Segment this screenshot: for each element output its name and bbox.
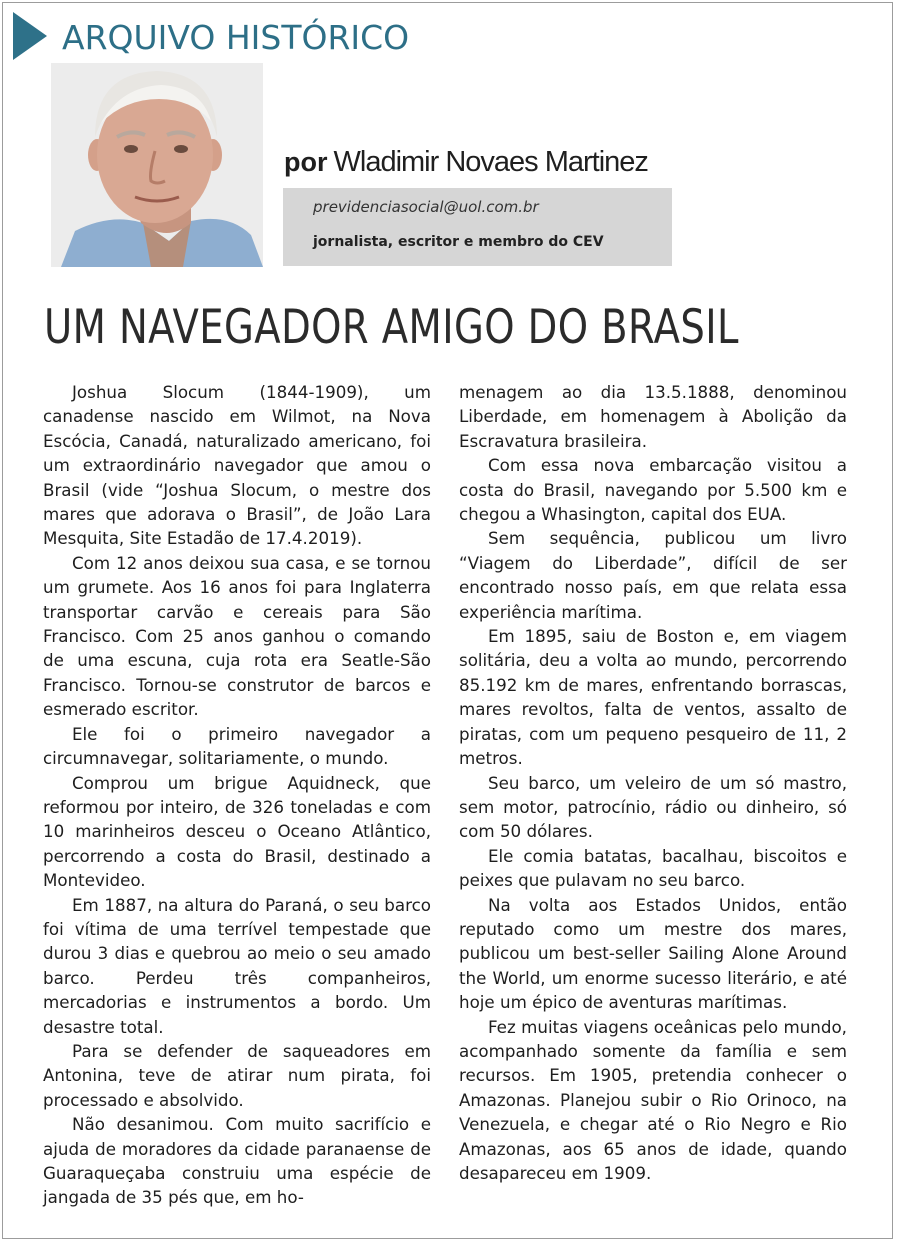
paragraph: Na volta aos Estados Unidos, então reputado como um mestre dos mares, publicou um best-seller Sailing Alone Around the World, um enorme sucesso literário, e até hoje um épico de aventuras marítimas. — [459, 894, 847, 1013]
author-bio: jornalista, escritor e membro do CEV — [313, 234, 604, 250]
paragraph: Seu barco, um veleiro de um só mastro, sem motor, patrocínio, rádio ou dinheiro, só com 50 dólares. — [459, 772, 847, 842]
section-title: ARQUIVO HISTÓRICO — [62, 18, 410, 57]
paragraph: Sem sequência, publicou um livro “Viagem do Liberdade”, difícil de ser encontrado nosso país, em que relata essa experiência marítima. — [459, 528, 847, 622]
paragraph: Fez muitas viagens oceânicas pelo mundo, acompanhado somente da família e sem recursos. Em 1905, pretendia conhecer o Amazonas. Planejou subir o Rio Orinoco, na Venezuela, e chegar até o Rio Negro e Rio Amazonas, aos 65 anos de idade, quando desapareceu em 1909. — [459, 1016, 847, 1183]
section-arrow-icon — [13, 12, 47, 60]
paragraph: Para se defender de saqueadores em Antonina, teve de atirar num pirata, foi processado e absolvido. — [43, 1040, 431, 1110]
paragraph: Em 1895, saiu de Boston e, em viagem solitária, deu a volta ao mundo, percorrendo 85.192 km de mares, enfrentando borrascas, mares revoltos, falta de ventos, assalto de piratas, com um pequeno pesqueiro de 11, 2 metros. — [459, 626, 847, 769]
article-headline: UM NAVEGADOR AMIGO DO BRASIL — [44, 300, 739, 355]
paragraph: Comprou um brigue Aquidneck, que reformou por inteiro, de 326 toneladas e com 10 marinheiros desceu o Oceano Atlântico, percorrendo a costa do Brasil, destinado a Montevideo. — [43, 772, 431, 891]
paragraph: Com 12 anos deixou sua casa, e se tornou um grumete. Aos 16 anos foi para Inglaterra transportar carvão e cereais para São Francisco. Com 25 anos ganhou o comando de uma escuna, cuja rota era Seatle-São Francisco. Tornou-se construtor de barcos e esmerado escritor. — [43, 552, 431, 720]
paragraph: Ele comia batatas, bacalhau, biscoitos e peixes que pulavam no seu barco. — [459, 845, 847, 891]
paragraph-continuation: menagem ao dia 13.5.1888, denominou Liberdade, em homenagem à Abolição da Escravatura brasileira. — [459, 382, 847, 451]
paragraph: Joshua Slocum (1844-1909), um canadense nascido em Wilmot, na Nova Escócia, Canadá, naturalizado americano, foi um extraordinário navegador que amou o Brasil (vide “Joshua Slocum, o mestre dos mares que adorava o Brasil”, de João Lara Mesquita, Site Estadão de 17.4.2019). — [43, 382, 431, 549]
article-column-right — [459, 380, 847, 1185]
paragraph: Com essa nova embarcação visitou a costa do Brasil, navegando por 5.500 km e chegou a Whasington, capital dos EUA. — [459, 455, 847, 525]
author-info-box — [283, 188, 672, 266]
paragraph: Não desanimou. Com muito sacrifício e ajuda de moradores da cidade paranaense de Guaraqueçaba construiu uma espécie de jangada de 35 pés que, em ho- — [43, 1114, 431, 1208]
byline-prefix: por — [284, 147, 328, 177]
author-byline — [284, 142, 648, 182]
paragraph: Ele foi o primeiro navegador a circumnavegar, solitariamente, o mundo. — [43, 723, 431, 769]
author-email: previdenciasocial@uol.com.br — [313, 198, 539, 216]
author-name: Wladimir Novaes Martinez — [333, 146, 648, 178]
paragraph: Em 1887, na altura do Paraná, o seu barco foi vítima de uma terrível tempestade que durou 3 dias e quebrou ao meio o seu amado barco. Perdeu três companheiros, mercadorias e instrumentos a bordo. Um desastre total. — [43, 894, 431, 1037]
author-photo — [51, 63, 263, 267]
article-column-left — [43, 380, 431, 1210]
